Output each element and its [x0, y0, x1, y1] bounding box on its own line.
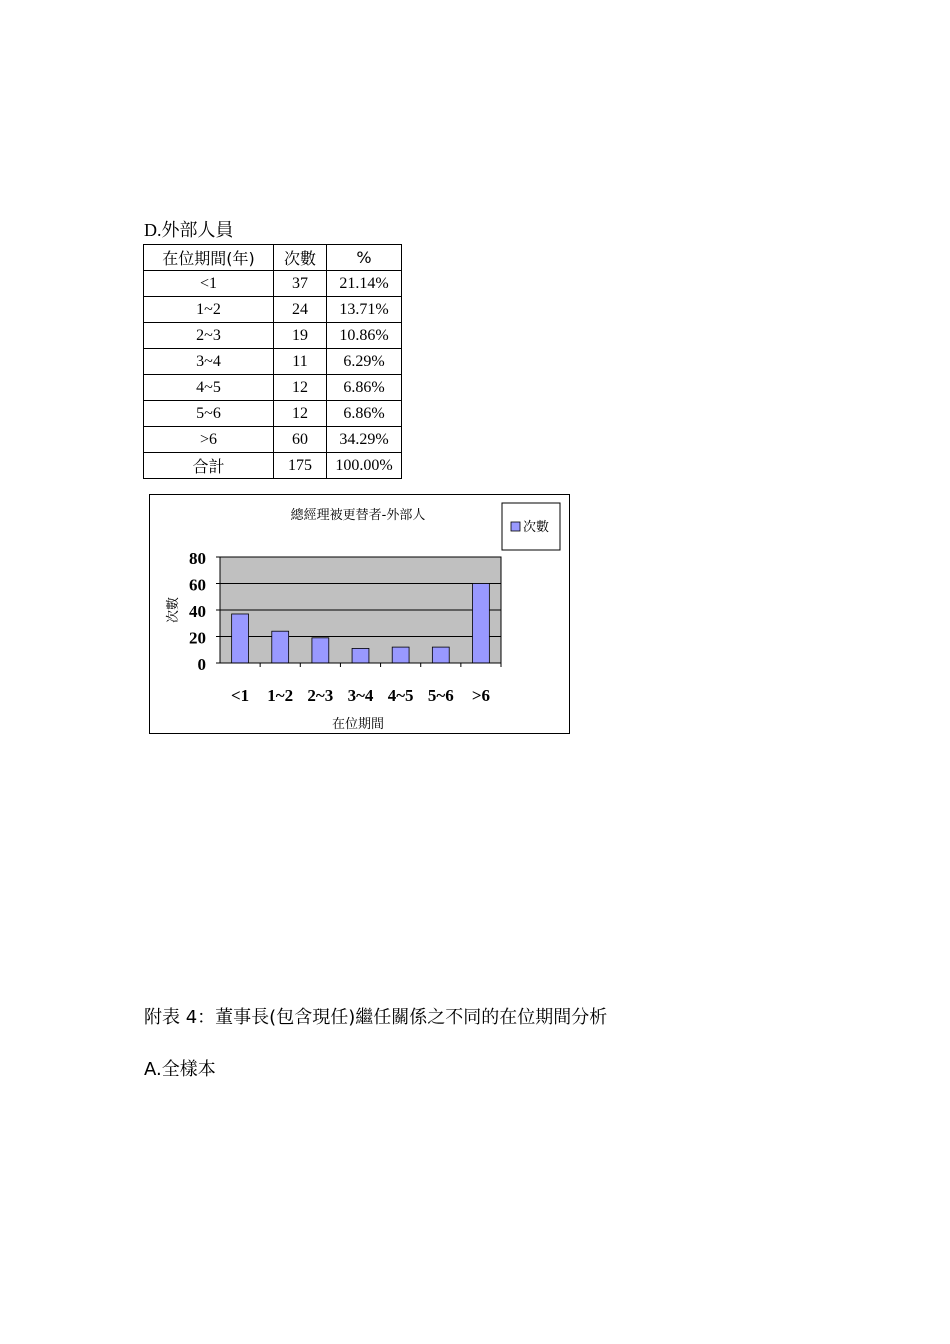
legend-label: 次數 — [523, 520, 550, 535]
table-row — [144, 271, 402, 297]
cell-period: 3~4 — [144, 349, 274, 375]
cell-percent: 21.14% — [327, 271, 402, 297]
x-tick-label: 4~5 — [387, 686, 414, 705]
cell-period: >6 — [144, 427, 274, 453]
table-row — [144, 375, 402, 401]
cell-percent: 13.71% — [327, 297, 402, 323]
table-row — [144, 349, 402, 375]
tenure-bar-chart — [149, 494, 570, 734]
y-tick-label: 60 — [189, 575, 206, 595]
x-tick-label: <1 — [230, 686, 250, 705]
x-tick-label: 5~6 — [427, 686, 454, 705]
cell-period: 4~5 — [144, 375, 274, 401]
chart-title: 總經理被更替者-外部人 — [290, 508, 426, 523]
x-tick-label: 2~3 — [307, 686, 334, 705]
cell-count: 60 — [274, 427, 327, 453]
cell-period: 2~3 — [144, 323, 274, 349]
cell-count: 12 — [274, 401, 327, 427]
cell-period: <1 — [144, 271, 274, 297]
y-axis-label: 次數 — [166, 596, 181, 624]
x-tick-label: 1~2 — [267, 686, 294, 705]
bar-2 — [272, 631, 289, 663]
header-period: 在位期間(年) — [144, 245, 274, 271]
bar-4 — [352, 648, 369, 663]
cell-count: 11 — [274, 349, 327, 375]
bar-1 — [232, 614, 249, 663]
x-axis-label: 在位期間 — [331, 717, 385, 732]
x-tick-label: 3~4 — [347, 686, 374, 705]
table-row — [144, 297, 402, 323]
cell-count: 24 — [274, 297, 327, 323]
section-a-title: A.全樣本 — [144, 1059, 216, 1080]
y-tick-label: 80 — [189, 549, 206, 568]
bar-5 — [392, 647, 409, 663]
header-count: 次數 — [274, 245, 327, 271]
tenure-table — [143, 244, 402, 479]
cell-percent: 6.86% — [327, 375, 402, 401]
cell-period: 1~2 — [144, 297, 274, 323]
cell-count: 12 — [274, 375, 327, 401]
cell-percent: 10.86% — [327, 323, 402, 349]
cell-count: 19 — [274, 323, 327, 349]
table-header-row — [144, 245, 402, 271]
y-tick-label: 20 — [189, 628, 206, 648]
table-total-row — [144, 453, 402, 479]
chart-svg — [150, 495, 569, 733]
y-tick-label: 0 — [197, 655, 206, 674]
legend-swatch — [511, 522, 520, 531]
y-tick-label: 40 — [189, 602, 206, 621]
bar-3 — [312, 638, 329, 663]
cell-period: 5~6 — [144, 401, 274, 427]
bar-6 — [432, 647, 449, 663]
total-label: 合計 — [144, 453, 274, 479]
cell-percent: 6.29% — [327, 349, 402, 375]
appendix-title: 附表 4：董事長(包含現任)繼任關係之不同的在位期間分析 — [144, 1007, 608, 1028]
bar-7 — [472, 584, 489, 664]
table-row — [144, 323, 402, 349]
total-percent: 100.00% — [327, 453, 402, 479]
x-tick-label: >6 — [471, 686, 491, 705]
table-row — [144, 401, 402, 427]
header-percent: % — [327, 245, 402, 271]
cell-percent: 6.86% — [327, 401, 402, 427]
table-row — [144, 427, 402, 453]
section-d-title: D.外部人員 — [144, 220, 234, 240]
total-count: 175 — [274, 453, 327, 479]
cell-count: 37 — [274, 271, 327, 297]
cell-percent: 34.29% — [327, 427, 402, 453]
